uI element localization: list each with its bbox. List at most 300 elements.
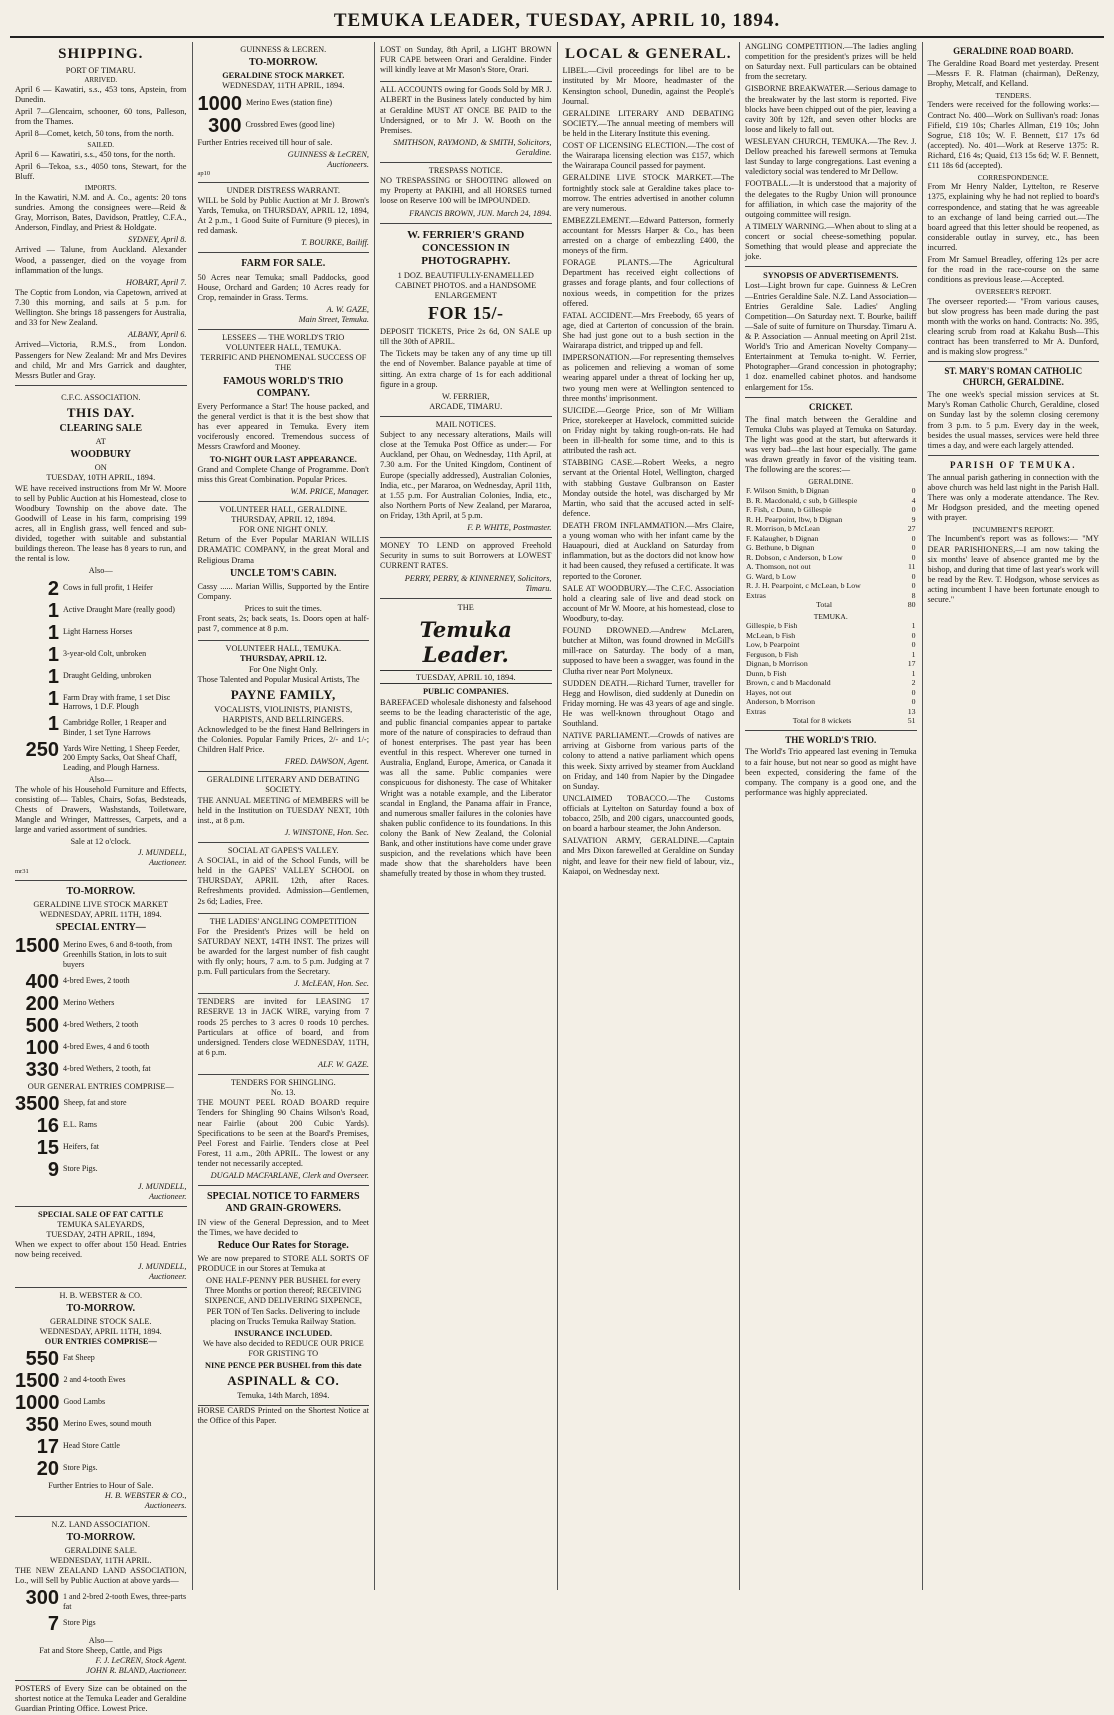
score-row (745, 688, 917, 698)
fat-cattle-ad (15, 1207, 187, 1288)
lot-item (15, 689, 187, 713)
ad-signature: J. MUNDELL, (137, 1262, 187, 1272)
ad-signature: W.M. PRICE, Manager. (290, 486, 369, 496)
webster-ad (15, 1288, 187, 1517)
runs: 11 (907, 562, 916, 572)
ad-text: THE MOUNT PEEL ROAD BOARD require Tenders for Shingling 90 Chains Wilson's Road, near Fairlie (about 200 Cubic Yards). Specifications to be seen at the Board's Premises, Peel Forest and Fairlie. Tenders close at Peel Forest, 11 a.m., 20th APRIL. The lowest or any tender not necessarily accepted. (197, 1098, 369, 1169)
ad-signature: JOHN R. BLAND, Auctioneer. (86, 1666, 187, 1676)
score-row (745, 553, 917, 563)
score-row (745, 650, 917, 660)
gapes-valley-social-ad (198, 843, 370, 914)
ad-heading: SPECIAL NOTICE TO FARMERS AND GRAIN-GROWERS. (206, 1191, 360, 1215)
lot-number: 100 (25, 1036, 59, 1059)
ad-heading: SPECIAL ENTRY— (55, 922, 146, 934)
lot-text: Yards Wire Netting, 1 Sheep Feeder, 200 Empty Sacks, Oat Sheaf Chaff, Leading, and Plough Harness. (63, 743, 180, 772)
batsman: Anderson, b Morrison (746, 697, 816, 707)
news-text: Arrived—Victoria, R.M.S., from London. Passengers for New Zealand: Mr and Mrs Devires and child, Mr and Mrs Garrick and daughter, Messrs Butler and Gray. (15, 340, 187, 380)
news-item: GERALDINE LITERARY AND DEBATING SOCIETY.—The annual meeting of members will be held in the Literary Institute this evening. (562, 108, 734, 138)
lot-item (15, 972, 187, 992)
ad-place: WOODBURY (70, 449, 132, 461)
report-subhead: INCUMBENT'S REPORT. (972, 525, 1055, 535)
lot-item (15, 1094, 187, 1114)
news-item: NATIVE PARLIAMENT.—Crowds of natives are arriving at Gisborne from various parts of the colony to attend a native parliament which opens this week. Sixty arrived by steamer from Auckland on Friday, and 140 from Napier by the Dingadee on Sunday. (562, 731, 734, 791)
posters-ad: POSTERS of Every Size can be obtained on the shortest notice at the Temuka Leader and Geraldine Guardian Printing Office. Lowest Price. (15, 1684, 187, 1714)
lot-item (15, 994, 187, 1014)
advertiser: GUINNESS & LECREN. (240, 45, 327, 54)
lot-text: Cambridge Roller, 1 Reaper and Binder, 1 set Tyne Harrows (63, 718, 167, 737)
ad-date: WEDNESDAY, APRIL 11TH, 1894. (39, 909, 162, 919)
ad-heading: TERRIFIC AND PHENOMENAL SUCCESS OF THE (200, 353, 367, 373)
lot-number: 1000 (15, 1392, 60, 1415)
ad-date: WEDNESDAY, 11TH APRIL. (49, 1555, 152, 1565)
lot-number: 1 (47, 621, 59, 644)
batsman: A. Thomson, not out (746, 562, 811, 572)
lot-number: 200 (25, 992, 59, 1015)
ad-text: NO TRESPASSING or SHOOTING allowed on my Property at PAKIHI, and all HORSES turned loose on Reserve 100 will be IMPOUNDED. (380, 176, 552, 206)
batsman: Low, b Pearpoint (746, 640, 800, 650)
report-text: The Geraldine Road Board met yesterday. Present—Messrs F. R. Flatman (chairman), DeRenzy, Brophy, Metcalf, and Kelland. (927, 58, 1099, 89)
ad-signature: ALF. W. GAZE. (318, 1060, 369, 1070)
ad-ref: ap10 (197, 169, 211, 177)
runs: 1 (911, 621, 916, 631)
batsman: G. Bethune, b Dignan (746, 543, 815, 553)
news-item: STABBING CASE.—Robert Weeks, a negro servant at the Oriental Hotel, Wellington, charged with stabbing Gustave Gulbranson on Easter Monday outside the hotel, was discharged by Mr Martin, who said that the accused acted in self-defence. (562, 458, 734, 518)
ad-text: We are now prepared to STORE ALL SORTS OF PRODUCE in our Stores at Temuka at (197, 1254, 369, 1274)
lot-number: 300 (208, 114, 242, 137)
ad-text: 1 DOZ. BEAUTIFULLY-ENAMELLED CABINET PHOTOS. and a HANDSOME ENLARGEMENT (395, 270, 537, 301)
runs: 0 (911, 640, 916, 650)
report-subhead: OVERSEER'S REPORT. (975, 287, 1052, 297)
ad-text: The Tickets may be taken any of any time up till the end of November. Balance payable at time of sitting. An extra charge of 1s for each additional figure in a group. (380, 349, 552, 389)
ad-text: Front seats, 2s; back seats, 1s. Doors open at half-past 7, commence at 8 p.m. (197, 614, 369, 634)
batsman: Gillespie, b Fish (746, 621, 798, 631)
ad-address: Main Street, Temuka. (298, 315, 369, 325)
nzla-ad (15, 1517, 187, 1682)
sailing-entry: April 6 — Kawatiri, s.s., 450 tons, for the north. (15, 150, 176, 160)
ad-heading: OUR ENTRIES COMPRISE— (44, 1337, 157, 1347)
ad-heading: FAMOUS WORLD'S TRIO COMPANY. (223, 375, 344, 399)
port-heading: PORT OF TIMARU. (65, 66, 136, 76)
batsman: Dunn, b Fish (746, 668, 787, 678)
angling-competition-ad (198, 914, 370, 995)
lot-number: 1000 (197, 92, 242, 115)
ad-date: TUESDAY, 24TH APRIL, 1894, (46, 1230, 156, 1240)
issue-date: TUESDAY, APRIL 10, 1894. (380, 670, 552, 684)
ad-heading: THE LADIES' ANGLING COMPETITION (209, 916, 357, 926)
review-text: The World's Trio appeared last evening in Temuka to a fair house, but not near so good as might have been expected, considering the fame of the company. The company is a good one, and the performance was highly appreciated. (745, 747, 917, 797)
lot-text: Merino Ewes (station fine) (246, 97, 332, 107)
geraldine-livestock-ad (15, 881, 187, 1207)
ad-signature: SMITHSON, RAYMOND, & SMITH, Solicitors, Geraldine. (393, 137, 552, 157)
ad-signature-role: Auctioneers. (144, 1501, 187, 1511)
lease-tenders-ad (198, 994, 370, 1075)
ad-date: THURSDAY, APRIL 12, 1894. (231, 515, 336, 525)
ad-signature: H. B. WEBSTER & CO., (104, 1491, 187, 1501)
news-item: SUICIDE.—George Price, son of Mr William Price, storekeeper at Havelock, committed suicide on Friday night by taking rough-on-rats. He had been in ill-health for some time, and to this is attributed the rash act. (562, 405, 734, 456)
news-item: A TIMELY WARNING.—When about to sling at a concert or social cheese-something popular. Something that would please and appreciate the joke. (745, 221, 917, 262)
ad-date: TUESDAY, 10TH APRIL, 1894. (46, 473, 156, 483)
runs: 0 (911, 543, 916, 553)
score-row (745, 707, 917, 717)
ad-text: Those Talented and Popular Musical Artists, The (197, 674, 360, 684)
ad-signature: J. MUNDELL, (137, 1181, 187, 1191)
ad-text: For One Night Only. (248, 664, 318, 674)
score-row (745, 515, 917, 525)
editorial-title: PUBLIC COMPANIES. (422, 687, 509, 697)
score-row (745, 496, 917, 506)
score-row (745, 534, 917, 544)
lot-item (198, 116, 370, 136)
lot-text: 1 and 2-bred 2-tooth Ewes, three-parts fat (63, 1592, 187, 1612)
ad-text: THE NEW ZEALAND LAND ASSOCIATION, Lo., will Sell by Public Auction at above yards— (15, 1566, 187, 1586)
ferrier-photo-ad (380, 224, 552, 417)
ad-text: We have also decided to REDUCE OUR PRICE FOR GRISTING TO (202, 1338, 364, 1358)
score-row (745, 640, 917, 650)
team-name: GERALDINE. (808, 477, 854, 487)
ad-heading: SOCIAL AT GAPES'S VALLEY. (227, 845, 339, 855)
woodbury-sale-ad (15, 390, 187, 881)
advertiser: H. B. WEBSTER & CO. (59, 1290, 143, 1300)
score-row (745, 678, 917, 688)
ad-heading: OUR GENERAL ENTRIES COMPRISE— (27, 1081, 174, 1091)
score-row (745, 505, 917, 515)
ad-text: Subject to any necessary alterations, Mails will close at the Temuka Post Office as under:— For Auckland, per Ohau, on Wednesday, 11th April, at 7.30 a.m. For the United Kingdom, Continent of Europe (specially addressed), Australian Colonies, India, etc., per Mararoa, on Wednesday, April 11th, at 1.55 p.m. For Australian Colonies, India, etc., also Northern Ports of New Zealand, per Mararoa, on Friday, 13th April, at 5 p.m. (380, 430, 552, 520)
lot-number: 500 (25, 1014, 59, 1037)
batsman: B. R. Macdonald, c sub, b Gillespie (746, 495, 858, 505)
lot-text: E.L. Rams (63, 1119, 97, 1129)
score-row (745, 581, 917, 591)
ad-text: ONE HALF-PENNY PER BUSHEL for every Three Months or portion thereof; RECEIVING SIXPENCE, AND DELIVERING SIXPENCE, PER TON of Ten Sacks. Delivering to include placing on Trucks Temuka Railway Station. (204, 1276, 362, 1326)
score-row (745, 621, 917, 631)
lot-item (15, 667, 187, 687)
ad-text: LESSEES — THE WORLD'S TRIO (222, 333, 345, 343)
mail-notices (380, 417, 552, 538)
ad-heading: THIS DAY. (66, 404, 135, 420)
ad-text: When we expect to offer about 150 Head. Entries now being received. (15, 1240, 187, 1260)
ad-place: TEMUKA SALEYARDS, (57, 1219, 145, 1229)
runs: 0 (911, 505, 916, 515)
lot-number: 1 (47, 687, 59, 710)
score-row (745, 631, 917, 641)
ad-date: WEDNESDAY, APRIL 11TH, 1894. (39, 1327, 162, 1336)
runs: 13 (907, 706, 916, 716)
ad-heading: GERALDINE STOCK MARKET. (222, 71, 345, 81)
masthead: TEMUKA LEADER, TUESDAY, APRIL 10, 1894. (10, 10, 1104, 38)
ad-heading: GERALDINE SALE. (64, 1545, 137, 1555)
lot-text: Head Store Cattle (63, 1441, 120, 1451)
distress-warrant-ad (198, 183, 370, 254)
lot-text: 4-bred Ewes, 4 and 6 tooth (63, 1041, 150, 1051)
batsman: Ferguson, b Fish (746, 649, 799, 659)
column-6 (923, 42, 1105, 1590)
shipping-title: SHIPPING. (58, 46, 144, 62)
total-runs: 51 (907, 716, 916, 726)
ad-text: THE ANNUAL MEETING of MEMBERS will be held in the Institution on TUESDAY NEXT, 10th inst., at 8 p.m. (197, 795, 369, 825)
ad-heading: GERALDINE STOCK SALE. (50, 1316, 152, 1326)
ad-heading: TO-MORROW. (66, 885, 136, 897)
lot-item (15, 579, 187, 599)
ad-text: LOST on Sunday, 8th April, a LIGHT BROWN FUR CAPE between Orari and Geraldine. Finder will kindly leave at Mr Mason's Store, Orari. (380, 45, 552, 75)
ad-date: WEDNESDAY, 11TH APRIL, 1894. (222, 81, 345, 91)
ad-text: DEPOSIT TICKETS, Price 2s 6d, ON SALE up till the 30th of APRIL. (380, 327, 552, 347)
ad-signature: J. McLEAN, Hon. Sec. (294, 979, 369, 989)
column-1 (10, 42, 193, 1714)
ad-text: 50 Acres near Temuka; small Paddocks, good House, Orchard and Garden; 10 Acres ready for Crop, remainder in Grass. Terms. (197, 272, 369, 302)
ad-heading: INSURANCE INCLUDED. (234, 1328, 333, 1338)
ad-text: VOCALISTS, VIOLINISTS, PIANISTS, HARPISTS, AND BELLRINGERS. (214, 704, 353, 724)
lot-number: 3500 (15, 1092, 60, 1115)
lot-number: 1500 (15, 1370, 60, 1393)
team-name: TEMUKA. (813, 611, 848, 621)
score-row (745, 697, 917, 707)
lot-text: Crossbred Ewes (good line) (245, 119, 335, 129)
runs: 17 (907, 659, 916, 669)
news-item: DEATH FROM INFLAMMATION.—Mrs Claire, a young woman who with her infant came by the Hauapouri, died at Auckland on Saturday from inflammation, but as the doctors did not know how it had been caused, they refused a certificate. It was reported to the Coroner. (562, 521, 734, 581)
ad-text: A SOCIAL, in aid of the School Funds, will be held in the GAPES' VALLEY SCHOOL on THURSDAY, APRIL 12th, after Races. Refreshments provided. Admission—Gentlemen, 2s 6d; Ladies, Free. (197, 856, 369, 906)
section-title: LOCAL & GENERAL. (565, 46, 732, 62)
news-item: EMBEZZLEMENT.—Edward Patterson, formerly accountant for Messrs Harper & Co., has been arrested on a charge of embezzling £400, the moneys of the firm. (562, 215, 734, 256)
report-text: The overseer reported:— "From various causes, but slow progress has been made during the past month with the works on hand. Contracts: No. 395, clearing scrub from road at Kakahu Bush—This contract has been transferred to Mr A. Dunford, and is making slow progress." (927, 296, 1099, 357)
lot-text: Merino Wethers (63, 997, 115, 1007)
lot-text: Store Pigs. (63, 1463, 98, 1473)
runs: 0 (911, 571, 916, 581)
lot-text: Cows in full profit, 1 Heifer (63, 582, 153, 592)
column-2 (193, 42, 376, 1590)
imports-text: In the Kawatiri, N.M. and A. Co., agents: 20 tons sundries. Among the consignees were—Reid & Gray, Morrison, Bates, Davidson, Prattley, C.F.A., Anderson, Findlay, and Priest & Holdgate. (15, 192, 187, 233)
total-label: Total (816, 600, 833, 610)
score-row (745, 591, 917, 601)
lot-number: 400 (25, 970, 59, 993)
news-item: SUDDEN DEATH.—Richard Turner, traveller for Hegg and Howlison, died suddenly at Dunedin on Friday morning. He was 43 years of age and single. He was well-known throughout Otago and Southland. (562, 678, 734, 729)
score-row (745, 659, 917, 669)
news-item: FOUND DROWNED.—Andrew McLaren, butcher at Milton, was found drowned in McGill's mill-race on Saturday. The body of a man, supposed to have been a swagger, was found in the Clutha river near Port Molyneux. (562, 626, 734, 676)
runs: 1 (911, 668, 916, 678)
ad-heading: FARM FOR SALE. (241, 258, 326, 270)
news-item: FORAGE PLANTS.—The Agricultural Department has received eight collections of grasses and forage plants, and four collections of noxious weeds, in competition for the prizes offered. (562, 258, 734, 308)
lot-item (15, 1371, 187, 1391)
lot-number: 1 (47, 599, 59, 622)
ad-text: FOR ONE NIGHT ONLY. (239, 525, 328, 535)
ad-place: VOLUNTEER HALL, GERALDINE. (219, 504, 348, 514)
ad-signature: A. W. GAZE, (326, 304, 369, 314)
dateline: HOBART, April 7. (125, 277, 187, 287)
batsman: Dignan, b Morrison (746, 659, 808, 669)
score-total (745, 716, 917, 726)
lot-text: Active Draught Mare (really good) (63, 604, 175, 614)
ad-text: For the President's Prizes will be held on SATURDAY NEXT, 14TH INST. The prizes will be awarded for the largest number of fish caught with fly only; hours, 7 a.m. to 5 p.m. Judging at 7 p.m. Full particulars from the Secretary. (197, 926, 369, 977)
ad-text: Also— (88, 774, 113, 784)
ad-text: Acknowledged to be the finest Hand Bellringers in the Colonies. Popular Family Prices, 2/- and 1/-; Children Half Price. (197, 724, 369, 755)
lot-item (15, 1138, 187, 1158)
farm-for-sale-ad (198, 253, 370, 330)
ad-date: Temuka, 14th March, 1894. (237, 1391, 330, 1401)
ad-place: VOLUNTEER HALL, TEMUKA. (225, 343, 342, 353)
lot-text: 2 and 4-tooth Ewes (63, 1375, 126, 1385)
ad-signature: T. BOURKE, Bailiff. (301, 238, 369, 248)
dateline: SYDNEY, April 8. (127, 235, 187, 245)
total-label: Total for 8 wickets (792, 716, 852, 726)
ad-text: WILL be Sold by Public Auction at Mr J. Brown's Yards, Temuka, on THURSDAY, APRIL 12, 1894, At 2 p.m., 1 Good Suite of Furniture (9 pieces), in red damask. (197, 195, 369, 236)
news-item: GISBORNE BREAKWATER.—Serious damage to the breakwater by the last storm is reported. Five blocks have been chipped out of the pier, leaving a cavity 30ft by 12ft, and seven other blocks are loose and likely to fall out. (745, 84, 917, 134)
runs: 0 (911, 687, 916, 697)
news-item: COST OF LICENSING ELECTION.—The cost of the Wairarapa licensing election was £157, which the Wairarapa Council passed for payment. (562, 141, 734, 171)
lot-number: 15 (36, 1136, 59, 1159)
news-item: GERALDINE LIVE STOCK MARKET.—The fortnightly stock sale at Geraldine takes place to-morrow. The entries advertised in another column are very numerous. (562, 173, 734, 213)
runs: 9 (911, 514, 916, 524)
lot-number: 1500 (15, 935, 60, 958)
report-text: The annual parish gathering in connection with the above church was held last night in the Parish Hall. There was only a moderate attendance. The Rev. Mr Hodgson presided, and the meeting opened with prayer. (927, 472, 1099, 523)
ad-text: TENDERS are invited for LEASING 17 RESERVE 13 in JACK WIRE, varying from 7 roods 25 perches to 3 acres 0 roods 10 perches. Particulars at office of board, and from undersigned. Tenders close WEDNESDAY, 11TH, at 6 p.m. (197, 997, 369, 1057)
imports-heading: IMPORTS. (84, 184, 117, 193)
lot-text: 3-year-old Colt, unbroken (63, 648, 147, 658)
ad-text: Further Entries to Hour of Sale. (48, 1481, 154, 1491)
report-subhead: CORRESPONDENCE. (977, 173, 1049, 183)
report-text: From Mr Henry Nalder, Lyttelton, re Reserve 1375, explaining why he had not replied to board's correspondence, and stating that he was agreeable to an exchange of land being carried out.—The board agreed that this letter should be reopened, as considerable outlay in survey, etc., has been incurred. (927, 182, 1099, 252)
lot-number: 2 (47, 577, 59, 600)
lot-text: Sheep, fat and store (63, 1097, 127, 1107)
ad-place: VOLUNTEER HALL, TEMUKA. (225, 644, 342, 654)
ad-text: Every Performance a Star! The house packed, and the general verdict is that it is the best show that has ever appeared in Temuka. Every item vociferously encored. Tremendous success of Messrs Crawford and Mooney. (197, 401, 369, 452)
lot-item (15, 1415, 187, 1435)
batsman: Extras (746, 590, 766, 600)
lot-item (15, 714, 187, 738)
guinness-ad (198, 42, 370, 183)
ad-heading: GERALDINE LIVE STOCK MARKET (33, 899, 169, 909)
report-title: GERALDINE ROAD BOARD. (953, 46, 1074, 56)
ad-signature-role: Auctioneer. (148, 1272, 187, 1282)
ad-heading: UNCLE TOM'S CABIN. (229, 567, 337, 579)
ad-text: Also— (88, 566, 113, 576)
cricket-text: The final match between the Geraldine and Temuka Clubs was played at Temuka on Saturday. The light was good at the start, but afterwards it was very bad—the last hour especially. The game was drawn greatly in favor of the visiting team. The following are the scores:— (745, 414, 917, 475)
lot-item (15, 645, 187, 665)
ad-heading: UNDER DISTRESS WARRANT. (226, 185, 340, 195)
score-row (745, 669, 917, 679)
ad-heading: TENDERS FOR SHINGLING. (230, 1078, 336, 1088)
accounts-ad (380, 82, 552, 163)
report-text: Tenders were received for the following works:— Contract No. 400—Work on Sullivan's road: Jonas Fifield, £19 10s; Charles Allman, £19 10s; John Sogrue, £18 10s; W. F. Bennett, £17 17s 6d (accepted). No. 401—Work at Reserve 1375: R. Richard, £16 4s; Quaid, £13 15s 6d; W. F. Bennett, £11 18s 6d (accepted). (927, 100, 1099, 171)
lot-text: 4-bred Wethers, 2 tooth (63, 1019, 139, 1029)
lot-text: Good Lambs (63, 1397, 106, 1407)
ad-heading: TRESPASS NOTICE. (428, 166, 503, 176)
news-item: IMPERSONATION.—For representing themselves as policemen and relieving a woman of some wearing apparel under a threat of locking her up, two young men were at Wellington sentenced to three months' imprisonment. (562, 353, 734, 403)
lot-number: 1 (47, 713, 59, 735)
lot-text: Heifers, fat (63, 1141, 99, 1151)
ad-text: ALL ACCOUNTS owing for Goods Sold by MR J. ALBERT in the Business lately conducted by him at Geraldine MUST AT ONCE BE PAID to the Undersigned, or to Mr J. W. Booth on the Premises. (380, 85, 552, 135)
lot-text: Merino Ewes, sound mouth (63, 1419, 152, 1429)
lot-number: 250 (25, 738, 59, 761)
column-3 (375, 42, 558, 1590)
lot-number: 300 (25, 1587, 59, 1610)
arrival-entry: April 6 — Kawatiri, s.s., 453 tons, Apstein, from Dunedin. (15, 84, 187, 105)
lot-item (15, 1060, 187, 1080)
score-row (745, 524, 917, 534)
uncle-toms-cabin-ad (198, 502, 370, 641)
sailing-entry: April 6—Tekoa, s.s., 4050 tons, Stewart, for the Bluff. (15, 162, 187, 182)
lost-ad (380, 42, 552, 82)
lot-item (198, 94, 370, 114)
lot-text: Fat Sheep (63, 1353, 95, 1363)
geraldine-scorecard (745, 486, 917, 610)
score-row (745, 486, 917, 496)
batsman: R. H. Pearpoint, lbw, b Dignan (746, 514, 843, 524)
ad-text: The whole of his Household Furniture and Effects, consisting of— Tables, Chairs, Sofas, Bedsteads, Chests of Drawers, Washstands, Toiletware, Mangle and Wringer, Mattresses, Carpets, and a large and varied assortment of sundries. (15, 784, 187, 835)
ad-text: IN view of the General Depression, and to Meet the Times, we have decided to (197, 1217, 369, 1237)
nameplate-article: THE (457, 602, 474, 612)
lot-number: 350 (25, 1414, 59, 1437)
ad-signature: W. FERRIER, (442, 391, 490, 401)
news-item: FATAL ACCIDENT.—Mrs Freebody, 65 years of age, died at Carterton of concussion of the brain. She had just gone out to a bush section in the Wairarapa district, and tripped up and fell. (562, 310, 734, 351)
batsman: R. Dobson, c Anderson, b Low (746, 552, 843, 562)
ad-signature: DUGALD MACFARLANE, Clerk and Overseer. (210, 1171, 369, 1181)
ad-heading: TO-MORROW. (66, 1531, 136, 1543)
worlds-trio-ad (198, 330, 370, 502)
report-text: From Mr Samuel Breadley, offering 12s per acre for the road in the race-course on the same conditions as previous lease.—Accepted. (927, 255, 1099, 285)
lot-number: 330 (25, 1058, 59, 1081)
report-subhead: TENDERS. (995, 91, 1032, 101)
payne-family-ad (198, 641, 370, 772)
ad-signature: F. J. LeCREN, Stock Agent. (95, 1656, 187, 1665)
ad-text: Also— (88, 1635, 113, 1645)
ad-text: Fat and Store Sheep, Cattle, and Pigs (39, 1645, 163, 1655)
ad-text: Grand and Complete Change of Programme. Don't miss this Great Combination. Popular Prices. (197, 464, 369, 484)
lot-item (15, 1160, 187, 1180)
temuka-scorecard (745, 621, 917, 726)
advertiser: N.Z. LAND ASSOCIATION. (51, 1519, 150, 1529)
score-row (745, 543, 917, 553)
ad-text: ON (94, 463, 107, 473)
ad-text: Sale at 12 o'clock. (70, 837, 131, 847)
lot-item (15, 1614, 187, 1634)
ad-heading: NINE PENCE PER BUSHEL from this date (204, 1361, 362, 1371)
ad-signature: GUINNESS & LeCREN, (287, 149, 369, 159)
debating-society-ad (198, 772, 370, 843)
ad-heading: TO-MORROW. (248, 57, 318, 69)
news-text: The Coptic from London, via Capetown, arrived at 7.30 this morning, and sails at 5 p.m. for Wellington. She brings 18 passengers for Australia, and 33 for New Zealand. (15, 287, 187, 328)
ad-text: Cassy ...... Marian Willis, Supported by the Entire Company. (197, 581, 369, 601)
review-title: THE WORLD'S TRIO. (785, 734, 877, 745)
ad-text: AT (95, 437, 106, 446)
ad-signature: PERRY, PERRY, & KINNERNEY, Solicitors, Timaru. (404, 573, 552, 593)
ad-heading: MAIL NOTICES. (435, 420, 496, 430)
trespass-ad (380, 163, 552, 224)
lot-item (15, 936, 187, 969)
ad-heading: TO-NIGHT OUR LAST APPEARANCE. (209, 454, 357, 464)
lot-text: Store Pigs. (63, 1163, 98, 1173)
batsman: McLean, b Fish (746, 630, 796, 640)
horse-cards-ad: HORSE CARDS Printed on the Shortest Notice at the Office of this Paper. (197, 1406, 369, 1426)
lot-text: 4-bred Wethers, 2 tooth, fat (63, 1063, 151, 1073)
lot-number: 1 (47, 643, 59, 666)
ad-signature: FRANCIS BROWN, JUN. March 24, 1894. (409, 208, 552, 218)
ad-heading: Reduce Our Rates for Storage. (217, 1239, 349, 1251)
batsman: F. Wilson Smith, b Dignan (746, 486, 829, 496)
ad-heading: W. FERRIER'S GRAND CONCESSION IN PHOTOGRAPHY. (407, 228, 525, 268)
ad-text: Prices to suit the times. (244, 604, 322, 614)
news-item: FOOTBALL.—It is understood that a majority of the delegates to the Rugby Union will pronounce for affiliation, in which case the majority of the outgoing committee will resign. (745, 179, 917, 219)
lot-number: 9 (47, 1158, 59, 1181)
lot-item (15, 1588, 187, 1612)
ad-signature: F. P. WHITE, Postmaster. (467, 523, 552, 533)
ad-text: MONEY TO LEND on approved Freehold Security in sums to suit Borrowers at LOWEST CURRENT RATES. (380, 541, 552, 571)
ad-text: WE have received instructions from Mr W. Moore to sell by Public Auction at his Homestead, close to Woodbury Township on the above date. The Goodwill of Lease in his farm, comprising 199 acres, all in English grass, well fenced and sub-divided, together with suitable and substantial buildings thereon. The lease has 8 years to run, and the rental is low. (15, 483, 187, 564)
news-item: ANGLING COMPETITION.—The ladies angling competition for the president's prizes will be held on Saturday next. Full particulars can be obtained from the secretary. (745, 42, 917, 82)
money-to-lend-ad (380, 538, 552, 599)
lot-number: 17 (36, 1436, 59, 1459)
arrival-entry: April 8—Comet, ketch, 50 tons, from the north. (15, 129, 174, 139)
report-title: ST. MARY'S ROMAN CATHOLIC CHURCH, GERALDINE. (944, 366, 1083, 388)
column-5 (740, 42, 923, 1590)
arrival-entry: April 7—Glencairn, schooner, 60 tons, Palleson, from the Thames. (15, 107, 187, 127)
